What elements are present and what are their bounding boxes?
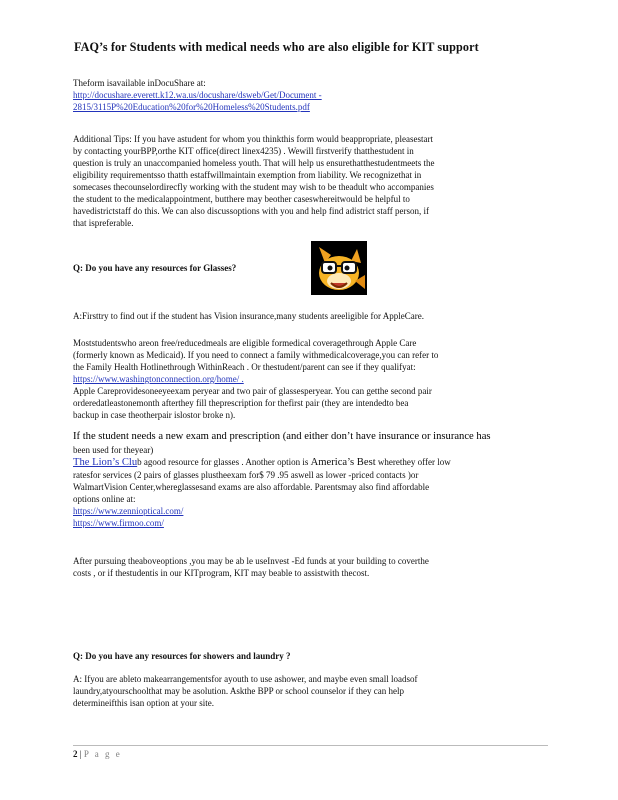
answer-line: ratesfor services (2 pairs of glasses plustheexam for$ 79 .95 aswell as lower -priced contacts )or	[73, 470, 419, 480]
answer-line: laundry,atyourschoolthat may be asolution. Askthe BPP or school counselor if they can help	[73, 686, 405, 696]
answer-showers-laundry	[73, 673, 533, 709]
answer-line: A:Firsttry to find out if the student has Vision insurance,many students areeligible for AppleCare.	[73, 311, 424, 321]
tips-paragraph	[73, 133, 533, 229]
answer-line: backup in case theotherpair islostor broke n).	[73, 410, 236, 420]
answer-line: been used for theyear)	[73, 445, 154, 455]
answer-line: orderedatleastonemonth afterthey fill theprescription for thefirst pair (they are intendedto bea	[73, 398, 409, 408]
answer-text: b agood resource for glasses . Another option is	[137, 457, 309, 467]
answer-text: wherethey offer low	[377, 457, 451, 467]
firmoo-link[interactable]: https://www.firmoo.com/	[73, 518, 164, 528]
americas-best-text: America’s Best	[310, 457, 376, 468]
page-title: FAQ’s for Students with medical needs who are also eligible for KIT support	[74, 40, 479, 54]
apple-care-paragraph	[73, 337, 533, 421]
question-showers-laundry	[73, 650, 533, 662]
tips-line: somecases thecounselordirecfly working with the student may wish to be theadult who accompanies	[73, 182, 434, 192]
footer-separator: |	[77, 749, 84, 759]
answer-line: (formerly known as Medicaid). If you need to connect a family withmedicalcoverage,you can refer to	[73, 350, 439, 360]
tips-line: question is truly an unaccompanied homeless youth. That will help us ensurethatthestudentmeets the	[73, 158, 435, 168]
page-label: P a g e	[83, 749, 122, 759]
tips-line: Additional Tips: If you have astudent for whom you thinkthis form would beappropriate, pleasestart	[73, 134, 433, 144]
tips-line: eligibility requirementsso thatth estaffwillmaintain exemption from liability. We recognizethat in	[73, 170, 422, 180]
docushare-link-continued[interactable]: 2815/3115P%20Education%20for%20Homeless%20Students.pdf	[73, 102, 310, 112]
funding-paragraph	[73, 555, 533, 579]
footer-divider	[73, 745, 548, 746]
question-glasses-text: Q: Do you have any resources for Glasses?	[73, 263, 237, 273]
page-number: 2	[73, 749, 78, 759]
zenni-optical-link[interactable]: https://www.zennioptical.com/	[73, 506, 184, 516]
intro-text: Theform isavailable inDocuShare at:	[73, 78, 206, 88]
page-footer	[73, 749, 122, 759]
answer-glasses	[73, 310, 533, 322]
washington-connection-link[interactable]: https://www.washingtonconnection.org/home/ .	[73, 374, 244, 384]
tips-line: by contacting yourBPP,orthe KIT office(direct linex4235) . Wewill firstverify thatthestudent in	[73, 146, 414, 156]
answer-line: options online at:	[73, 494, 136, 504]
answer-line: determineifthis isan option at your site.	[73, 698, 214, 708]
answer-line: WalmartVision Center,whereglassesand exams are also affordable. Parentsmay also find affordable	[73, 482, 430, 492]
answer-line: the Family Health Hotlinethrough WithinReach . Or thestudent/parent can see if they qualifyat:	[73, 362, 416, 372]
answer-line-large: If the student needs a new exam and prescription (and either don’t have insurance or insurance has	[73, 431, 491, 442]
new-exam-paragraph	[73, 430, 533, 529]
lions-club-link[interactable]: The Lion’s Clu	[73, 457, 138, 468]
cartoon-fish-with-glasses-icon	[311, 241, 367, 295]
answer-line: Moststudentswho areon free/reducedmeals are eligible formedical coveragethrough Apple Care	[73, 338, 417, 348]
tips-line: the student to the medicalappointment, butthere may beother caseswhereitwould be helpful to	[73, 194, 410, 204]
answer-line: A: Ifyou are ableto makearrangementsfor ayouth to use ashower, and maybe even small loadsof	[73, 674, 418, 684]
answer-line: costs , or if thestudentis in our KITprogram, KIT may beable to assistwith thecost.	[73, 568, 370, 578]
intro-block	[73, 77, 533, 113]
tips-line: havedistrictstaff do this. We can also discussoptions with you and help find adistrict staff person, if	[73, 206, 429, 216]
answer-line: After pursuing theaboveoptions ,you may be ab le useInvest -Ed funds at your building to coverthe	[73, 556, 429, 566]
question-showers-text: Q: Do you have any resources for showers and laundry ?	[73, 651, 291, 661]
answer-line: Apple Careprovidesoneeyeexam peryear and two pair of glassesperyear. You can getthe second pair	[73, 386, 432, 396]
tips-line: that ispreferable.	[73, 218, 134, 228]
question-glasses	[73, 262, 533, 274]
docushare-link[interactable]: http://docushare.everett.k12.wa.us/docushare/dsweb/Get/Document -	[73, 90, 322, 100]
